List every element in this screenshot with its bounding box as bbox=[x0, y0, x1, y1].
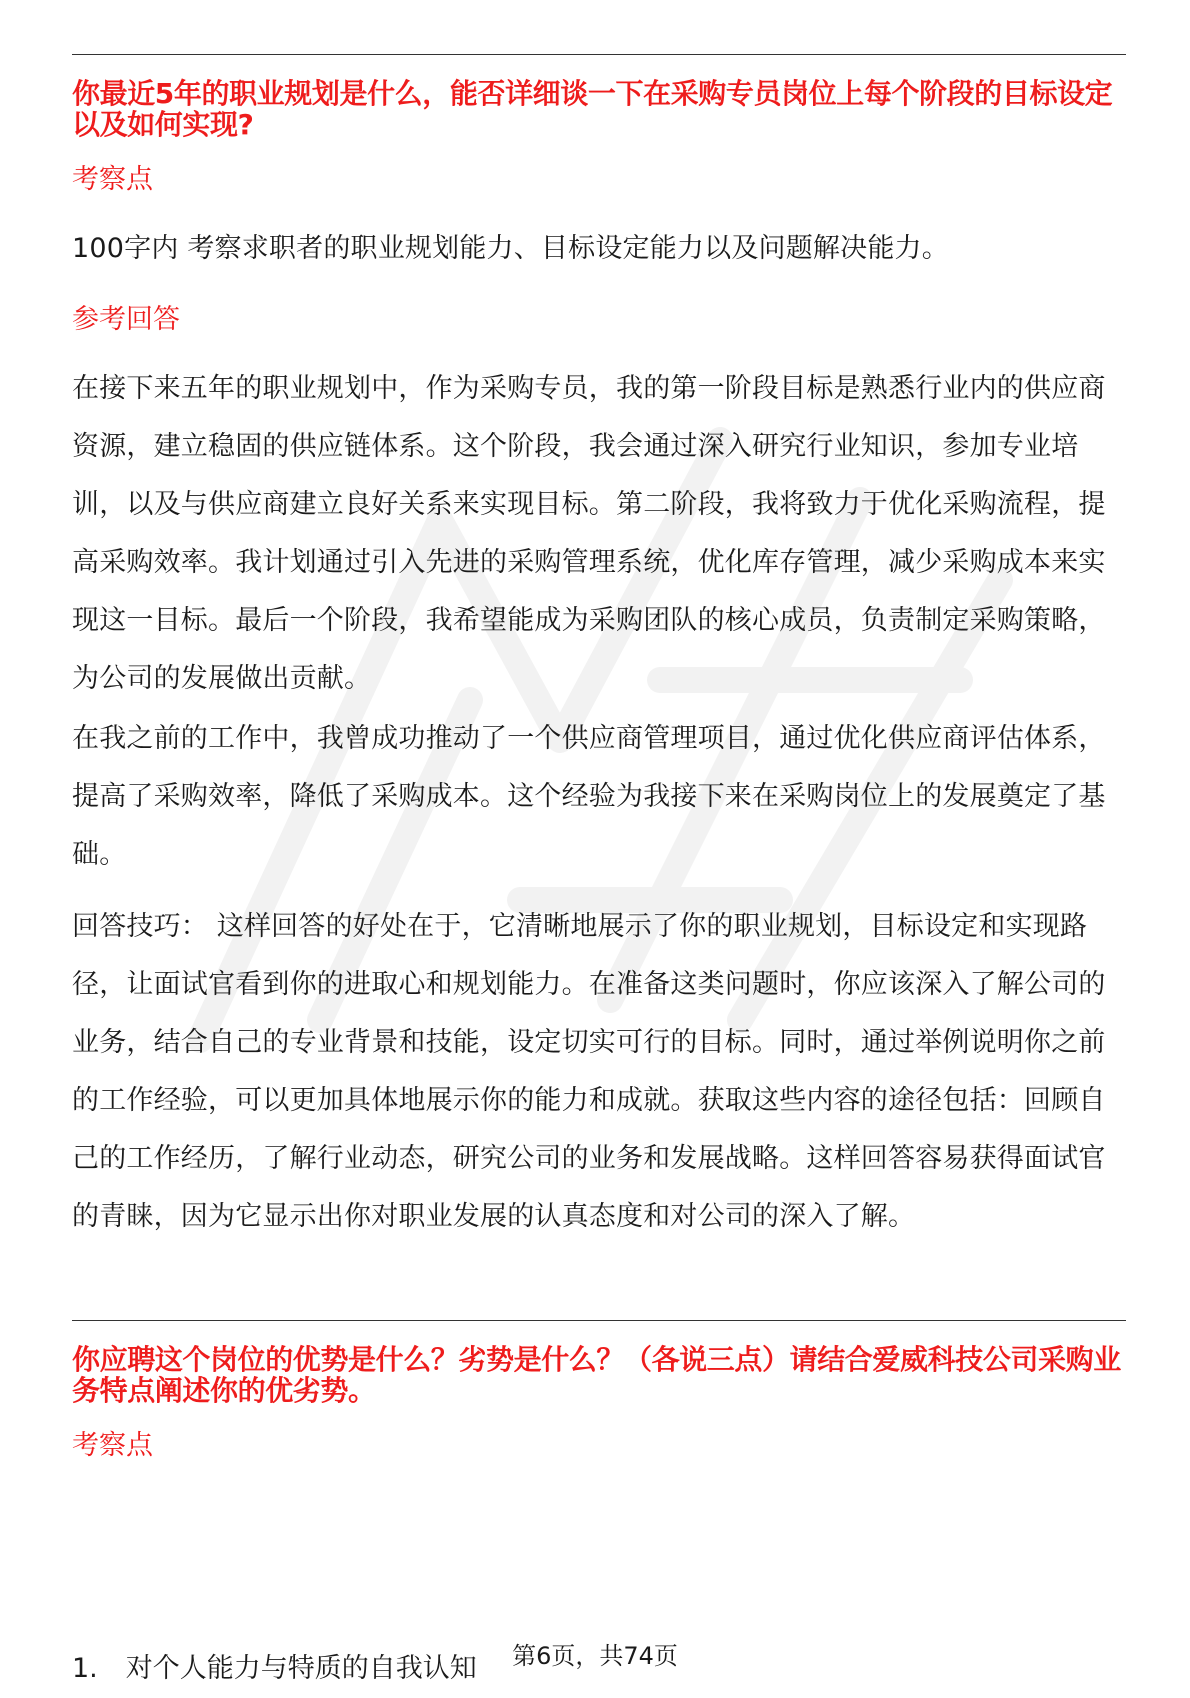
section-divider bbox=[72, 1320, 1126, 1321]
section-divider bbox=[72, 54, 1126, 55]
question-title: 你最近5年的职业规划是什么，能否详细谈一下在采购专员岗位上每个阶段的目标设定以及如何实现? bbox=[72, 77, 1113, 141]
page-number: 第6页，共74页 bbox=[512, 1642, 678, 1670]
focus-label: 考察点 bbox=[72, 164, 153, 195]
answer-label: 参考回答 bbox=[72, 304, 180, 335]
list-item-number: 1. bbox=[72, 1653, 98, 1684]
focus-text: 100字内 考察求职者的职业规划能力、目标设定能力以及问题解决能力。 bbox=[72, 233, 949, 264]
answer-paragraph: 在我之前的工作中，我曾成功推动了一个供应商管理项目，通过优化供应商评估体系，提高了采购效率，降低了采购成本。这个经验为我接下来在采购岗位上的发展奠定了基础。 bbox=[72, 723, 1106, 870]
answer-paragraph: 在接下来五年的职业规划中，作为采购专员，我的第一阶段目标是熟悉行业内的供应商资源，建立稳固的供应链体系。这个阶段，我会通过深入研究行业知识，参加专业培训，以及与供应商建立良好关系来实现目标。第二阶段，我将致力于优化采购流程，提高采购效率。我计划通过引入先进的采购管理系统，优化库存管理，减少采购成本来实现这一目标。最后一个阶段，我希望能成为采购团队的核心成员，负责制定采购策略，为公司的发展做出贡献。 bbox=[72, 373, 1106, 694]
question-title: 你应聘这个岗位的优势是什么？劣势是什么？（各说三点）请结合爱威科技公司采购业务特点阐述你的优劣势。 bbox=[72, 1343, 1121, 1407]
list-item-text: 对个人能力与特质的自我认知 bbox=[125, 1653, 477, 1684]
focus-label: 考察点 bbox=[72, 1430, 153, 1461]
answer-tips-paragraph: 回答技巧： 这样回答的好处在于，它清晰地展示了你的职业规划，目标设定和实现路径，让面试官看到你的进取心和规划能力。在准备这类问题时，你应该深入了解公司的业务，结合自己的专业背景和技能，设定切实可行的目标。同时，通过举例说明你之前的工作经验，可以更加具体地展示你的能力和成就。获取这些内容的途径包括：回顾自己的工作经历，了解行业动态，研究公司的业务和发展战略。这样回答容易获得面试官的青睐，因为它显示出你对职业发展的认真态度和对公司的深入了解。 bbox=[72, 911, 1106, 1232]
